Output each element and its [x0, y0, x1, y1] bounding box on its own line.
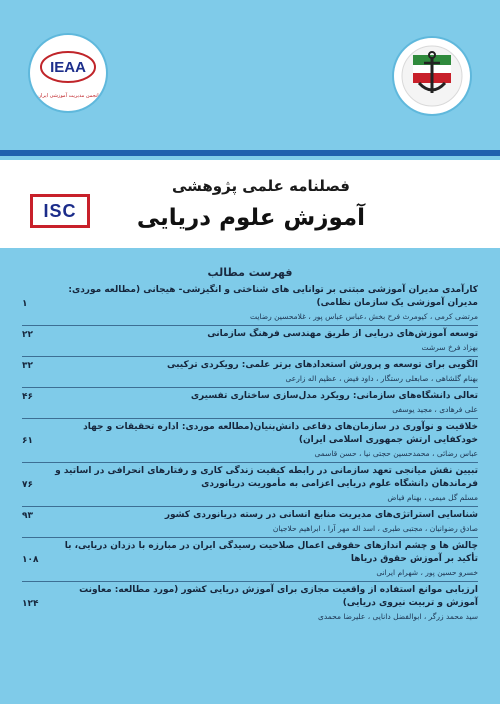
toc-entry [22, 419, 478, 463]
isc-badge: ISC [30, 194, 90, 228]
ieaa-logo-subtext: انجمن مدیریت آموزشی ایران [37, 93, 99, 99]
toc-entry-authors: مسلم گل میمی ، بهنام فیاض [387, 493, 478, 502]
header-rule [0, 150, 500, 156]
toc-entry-title: شناسایی استراتژی‌های مدیریت منابع انسانی در رسته دریانوردی کشور [164, 510, 478, 520]
toc-entry-page: ۷۶ [22, 480, 33, 490]
toc-list [22, 282, 478, 625]
journal-title: آموزش علوم دریایی [136, 205, 365, 231]
toc-entry [22, 357, 478, 388]
toc-entry-title: خلاقیت و نوآوری در سازمان‌های دفاعی دانش‌بنیان(مطالعه موردی: اداره تحقیقات و جهاد خودکفایی ارتش جمهوری اسلامی ایران) [83, 422, 478, 445]
toc-entry-page: ۴۶ [22, 392, 33, 402]
toc-entry-title: ارزیابی موانع استفاده از واقعیت مجازی برای آموزش دریایی کشور (مورد مطالعه: معاونت آموزش و تربیت نیروی دریایی) [79, 585, 478, 608]
toc-entry-title: چالش ها و چشم اندازهای حقوقی اعمال صلاحیت رسیدگی ایران در مبارزه با دزدان دریایی، با تأکید بر آموزش حقوق دریاها [64, 541, 478, 564]
toc-entry-page: ۹۳ [22, 511, 33, 521]
toc-entry [22, 463, 478, 507]
toc-entry [22, 582, 478, 625]
toc-entry-authors: صادق رضوانیان ، مجتبی طبری ، اسد اله مهر آرا ، ابراهیم حلاجیان [272, 524, 478, 533]
toc-entry-title: الگویی برای توسعه و پرورش استعدادهای برتر علمی: رویکردی ترکیبی [166, 360, 478, 370]
ieaa-logo-text: IEAA [50, 59, 86, 76]
toc-entry-title: تبیین نقش میانجی تعهد سازمانی در رابطه کیفیت زندگی کاری و رفتارهای انحرافی در اساتید و فرماندهان دانشگاه علوم دریایی اعزامی به مأموریت دریانوردی [55, 466, 478, 489]
toc-entry-authors: بهزاد فرخ سرشت [421, 343, 478, 352]
toc-entry-authors: خسرو حسین پور ، شهرام ایرانی [376, 568, 478, 577]
toc-entry [22, 282, 478, 326]
toc-entry-page: ۱۰۸ [22, 555, 39, 565]
toc-entry-authors: سید محمد زرگر ، ابوالفضل دانایی ، علیرضا محمدی [317, 612, 478, 621]
toc-entry-authors: عباس رضائی ، محمدحسین حجتی نیا ، حسن قاسمی [314, 449, 478, 458]
ieaa-logo [30, 35, 106, 111]
toc-entry [22, 507, 478, 538]
toc-entry-page: ۶۱ [22, 436, 33, 446]
toc-entry-page: ۱ [22, 299, 28, 309]
toc-heading: فهرست مطالب [207, 266, 293, 279]
toc-entry-page: ۲۲ [22, 330, 33, 340]
toc-entry [22, 538, 478, 582]
ieaa-swoosh-icon [38, 47, 98, 87]
toc-entry-page: ۱۲۴ [22, 599, 39, 609]
toc-entry-authors: بهنام گلشاهی ، صابعلی رستگار ، داود فیض ، عظیم اله زارعی [285, 374, 478, 383]
toc-entry-authors: علی فرهادی ، مجید یوسفی [392, 405, 478, 414]
toc-entry-page: ۳۲ [22, 361, 33, 371]
naval-university-logo [394, 38, 470, 114]
toc-entry [22, 388, 478, 419]
toc-entry-title: تعالی دانشگاه‌های سازمانی: رویکرد مدل‌سازی ساختاری تفسیری [190, 391, 478, 401]
toc-entry-title: توسعه آموزش‌های دریایی از طریق مهندسی فرهنگ سازمانی [207, 329, 478, 339]
anchor-emblem-icon [399, 43, 465, 109]
toc-entry-authors: مرتضی کرمی ، کیومرث فرح بخش ،عباس عباس پور ، غلامحسین رضایت [249, 312, 478, 321]
toc-entry [22, 326, 478, 357]
journal-subtitle: فصلنامه علمی پژوهشی [171, 177, 350, 195]
toc-entry-title: کارآمدی مدیران آموزشی مبتنی بر توانایی های شناختی و انگیزشی- هیجانی (مطالعه موردی: مدیران آموزشی یک سازمان نظامی) [68, 285, 478, 308]
